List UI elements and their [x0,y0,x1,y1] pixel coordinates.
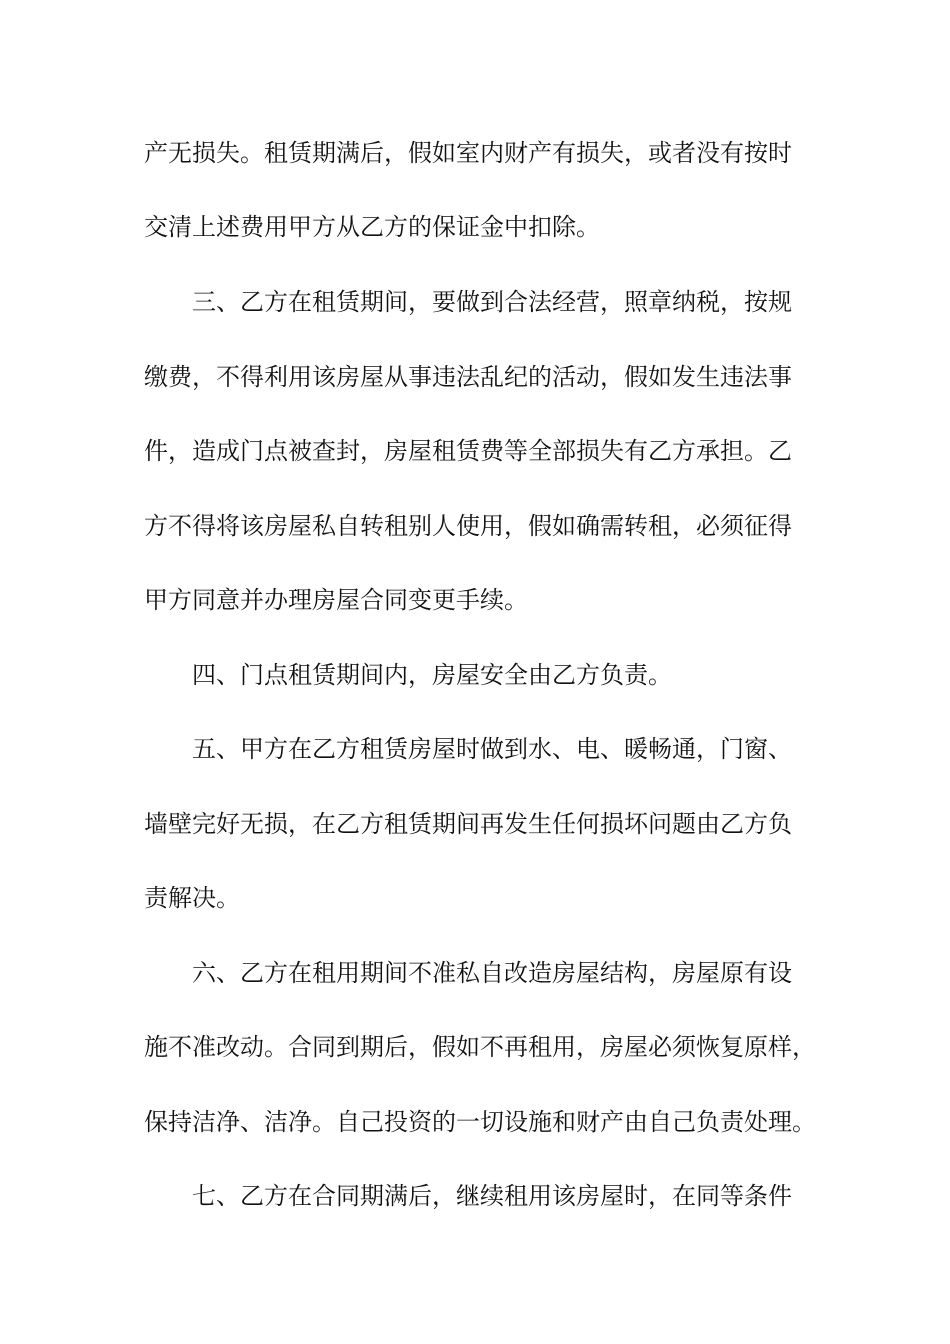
clause-4: 四、门点租赁期间内，房屋安全由乙方负责。 [192,661,672,689]
clause-3-start: 三、乙方在租赁期间，要做到合法经营，照章纳税，按规 [192,288,792,316]
text-line: 产无损失。租赁期满后，假如室内财产有损失，或者没有按时 [144,139,792,167]
text-line: 甲方同意并办理房屋合同变更手续。 [144,586,528,614]
text-line: 方不得将该房屋私自转租别人使用，假如确需转租，必须征得 [144,512,792,540]
clause-7-start: 七、乙方在合同期满后，继续租用该房屋时，在同等条件 [192,1182,792,1210]
clause-5-start: 五、甲方在乙方租赁房屋时做到水、电、暖畅通，门窗、 [192,735,792,763]
text-line: 墙壁完好无损，在乙方租赁期间再发生任何损坏问题由乙方负 [144,810,792,838]
text-line: 缴费，不得利用该房屋从事违法乱纪的活动，假如发生违法事 [144,363,792,391]
text-line: 责解决。 [144,884,240,912]
text-line: 件，造成门点被查封，房屋租赁费等全部损失有乙方承担。乙 [144,437,792,465]
text-line: 保持洁净、洁净。自己投资的一切设施和财产由自己负责处理。 [144,1108,816,1136]
text-line: 交清上述费用甲方从乙方的保证金中扣除。 [144,213,600,241]
clause-6-start: 六、乙方在租用期间不准私自改造房屋结构，房屋原有设 [192,959,792,987]
text-line: 施不准改动。合同到期后，假如不再租用，房屋必须恢复原样， [144,1033,816,1061]
